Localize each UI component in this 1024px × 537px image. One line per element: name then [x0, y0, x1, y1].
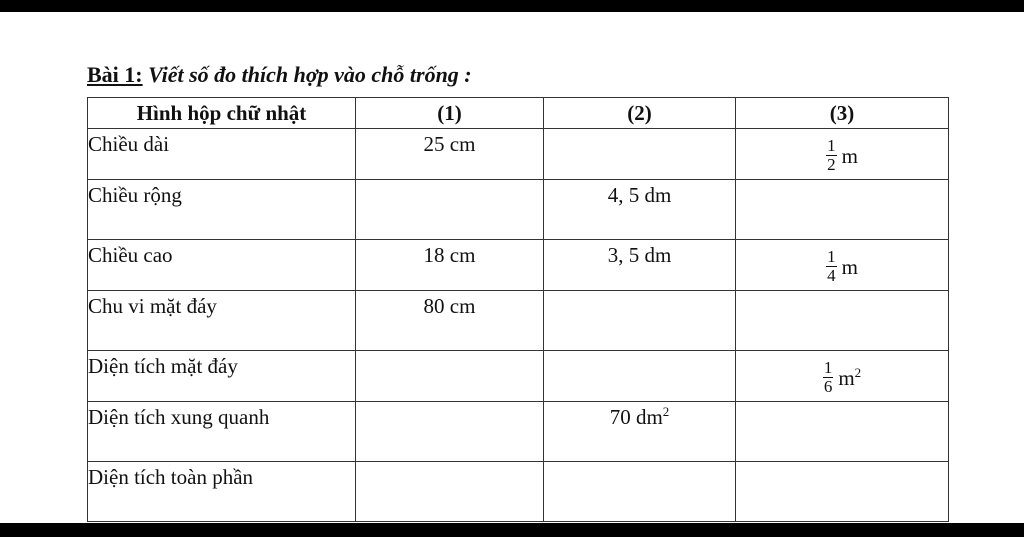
- measurement-table: [87, 97, 949, 522]
- fraction-value: [826, 137, 858, 174]
- fraction-unit: m: [841, 143, 858, 168]
- fraction: [826, 137, 837, 174]
- cell-col-2: [544, 351, 736, 402]
- cell-col-3: [736, 402, 949, 462]
- table-row: [88, 462, 949, 522]
- cell-col-2: 3, 5 dm: [544, 240, 736, 291]
- header-shape: Hình hộp chữ nhật: [88, 98, 356, 129]
- cell-col-1: [356, 180, 544, 240]
- exercise-label: Bài 1:: [87, 62, 143, 87]
- cell-col-1: 80 cm: [356, 291, 544, 351]
- cell-col-3: [736, 351, 949, 402]
- area-value: 70 dm: [609, 405, 663, 429]
- table-row: [88, 351, 949, 402]
- unit-exponent: 2: [854, 364, 862, 380]
- exercise-instruction: Viết số đo thích hợp vào chỗ trống :: [148, 62, 472, 87]
- table-row: [88, 402, 949, 462]
- cell-col-3: [736, 240, 949, 291]
- cell-col-1: [356, 462, 544, 522]
- cell-col-1: [356, 402, 544, 462]
- cell-col-3: [736, 180, 949, 240]
- fraction-numerator: 1: [827, 247, 836, 266]
- table-row: [88, 180, 949, 240]
- fraction-numerator: 1: [823, 358, 833, 377]
- fraction-denominator: 4: [827, 266, 836, 285]
- cell-col-1: 18 cm: [356, 240, 544, 291]
- bottom-black-bar: [0, 523, 1024, 537]
- cell-col-1: [356, 351, 544, 402]
- fraction-unit: $m^2$: [838, 364, 862, 390]
- fraction: [826, 248, 837, 285]
- table-row: [88, 240, 949, 291]
- row-label: Chiều cao: [88, 240, 356, 291]
- fraction-value: [823, 359, 861, 396]
- header-col-1: (1): [356, 98, 544, 129]
- row-label: Chiều rộng: [88, 180, 356, 240]
- fraction-numerator: 1: [827, 136, 836, 155]
- row-label: Diện tích toàn phần: [88, 462, 356, 522]
- row-label: Diện tích mặt đáy: [88, 351, 356, 402]
- table-header-row: [88, 98, 949, 129]
- fraction: [823, 359, 834, 396]
- cell-col-3: [736, 462, 949, 522]
- fraction-denominator: 2: [827, 155, 836, 174]
- cell-col-3: [736, 129, 949, 180]
- fraction-value: [826, 248, 858, 285]
- fraction-unit: m: [841, 254, 858, 279]
- fraction-denominator: 6: [823, 377, 833, 396]
- unit-exponent: 2: [662, 404, 670, 419]
- row-label: Diện tích xung quanh: [88, 402, 356, 462]
- table-row: [88, 291, 949, 351]
- cell-col-2: [544, 402, 736, 462]
- table-row: [88, 129, 949, 180]
- exercise-title: [87, 62, 472, 88]
- header-col-3: (3): [736, 98, 949, 129]
- top-black-bar: [0, 0, 1024, 12]
- cell-col-2: [544, 291, 736, 351]
- row-label: Chiều dài: [88, 129, 356, 180]
- cell-col-2: [544, 462, 736, 522]
- cell-col-1: 25 cm: [356, 129, 544, 180]
- header-col-2: (2): [544, 98, 736, 129]
- cell-col-2: [544, 129, 736, 180]
- cell-col-3: [736, 291, 949, 351]
- cell-col-2: 4, 5 dm: [544, 180, 736, 240]
- row-label: Chu vi mặt đáy: [88, 291, 356, 351]
